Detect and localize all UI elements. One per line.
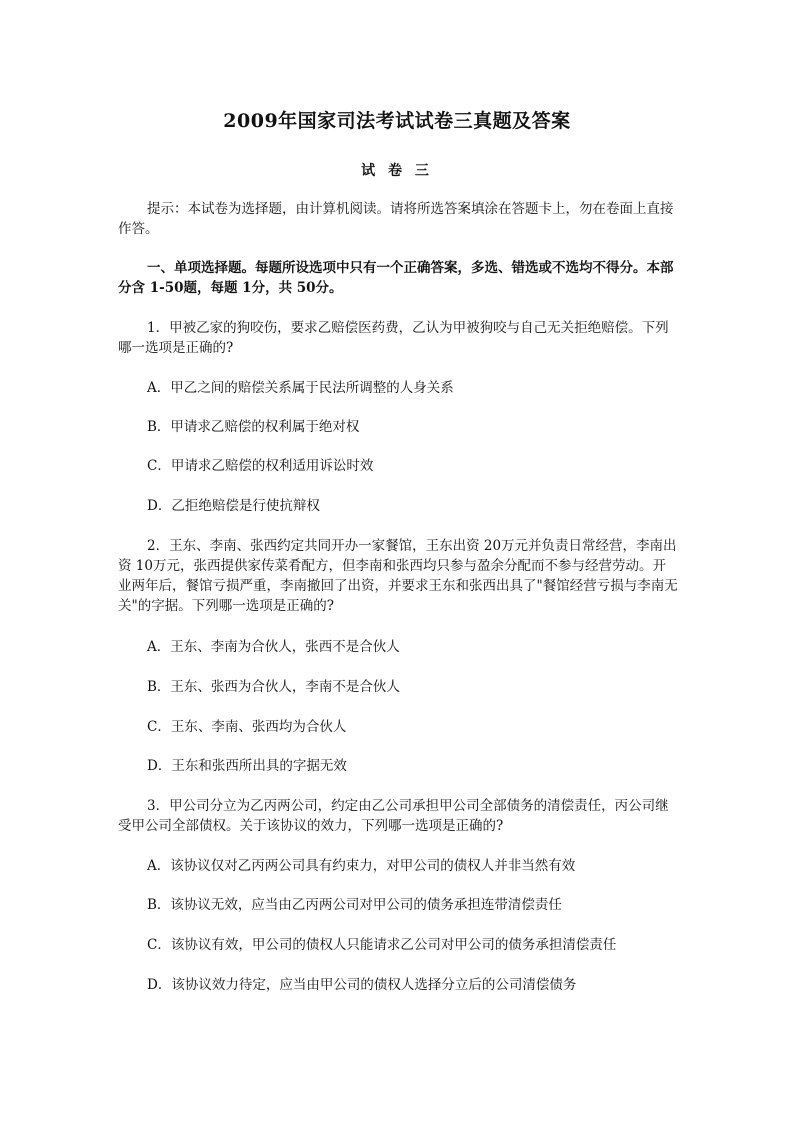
question-1-option-b: B．甲请求乙赔偿的权利属于绝对权 xyxy=(147,419,360,435)
question-2-stem: 2．王东、李南、张西约定共同开办一家餐馆，王东出资 20万元并负责日常经营，李南出资 10万元，张西提供家传菜肴配方，但李南和张西均只参与盈余分配而不参与经营劳动。开业两年后，餐馆亏损严重，李南撤回了出资，并要求王东和张西出具了"餐馆经营亏损与李南无关"的字据。下列哪一选项是正确的? xyxy=(118,538,678,614)
question-1-stem: 1．甲被乙家的狗咬伤，要求乙赔偿医药费，乙认为甲被狗咬与自己无关拒绝赔偿。下列哪一选项是正确的? xyxy=(118,320,669,356)
question-2-option-d: D．王东和张西所出具的字据无效 xyxy=(147,758,347,774)
question-2-option-b: B．王东、张西为合伙人，李南不是合伙人 xyxy=(147,679,400,695)
document-title: 2009年国家司法考试试卷三真题及答案 xyxy=(223,110,571,132)
section-heading: 一、单项选择题。每题所设选项中只有一个正确答案，多选、错选或不选均不得分。本部分含 1-50题，每题 1分，共 50分。 xyxy=(118,260,674,296)
question-3-option-c: C．该协议有效，甲公司的债权人只能请求乙公司对甲公司的债务承担清偿责任 xyxy=(147,937,617,953)
exam-hint: 提示：本试卷为选择题，由计算机阅读。请将所选答案填涂在答题卡上，勿在卷面上直接作答。 xyxy=(118,201,674,237)
question-3-option-d: D．该协议效力待定，应当由甲公司的债权人选择分立后的公司清偿债务 xyxy=(147,977,577,993)
question-1-option-d: D．乙拒绝赔偿是行使抗辩权 xyxy=(147,498,320,514)
question-2-option-a: A．王东、李南为合伙人，张西不是合伙人 xyxy=(147,639,400,655)
question-3-stem: 3．甲公司分立为乙丙两公司，约定由乙公司承担甲公司全部债务的清偿责任，丙公司继受甲公司全部债权。关于该协议的效力，下列哪一选项是正确的? xyxy=(118,798,669,834)
question-3-option-b: B．该协议无效，应当由乙丙两公司对甲公司的债务承担连带清偿责任 xyxy=(147,897,562,913)
document-subtitle: 试 卷 三 xyxy=(361,163,433,179)
question-1-option-a: A．甲乙之间的赔偿关系属于民法所调整的人身关系 xyxy=(147,380,454,396)
question-2-option-c: C．王东、李南、张西均为合伙人 xyxy=(147,719,347,735)
question-1-option-c: C．甲请求乙赔偿的权利适用诉讼时效 xyxy=(147,458,374,474)
question-3-option-a: A．该协议仅对乙丙两公司具有约束力，对甲公司的债权人并非当然有效 xyxy=(147,858,576,874)
